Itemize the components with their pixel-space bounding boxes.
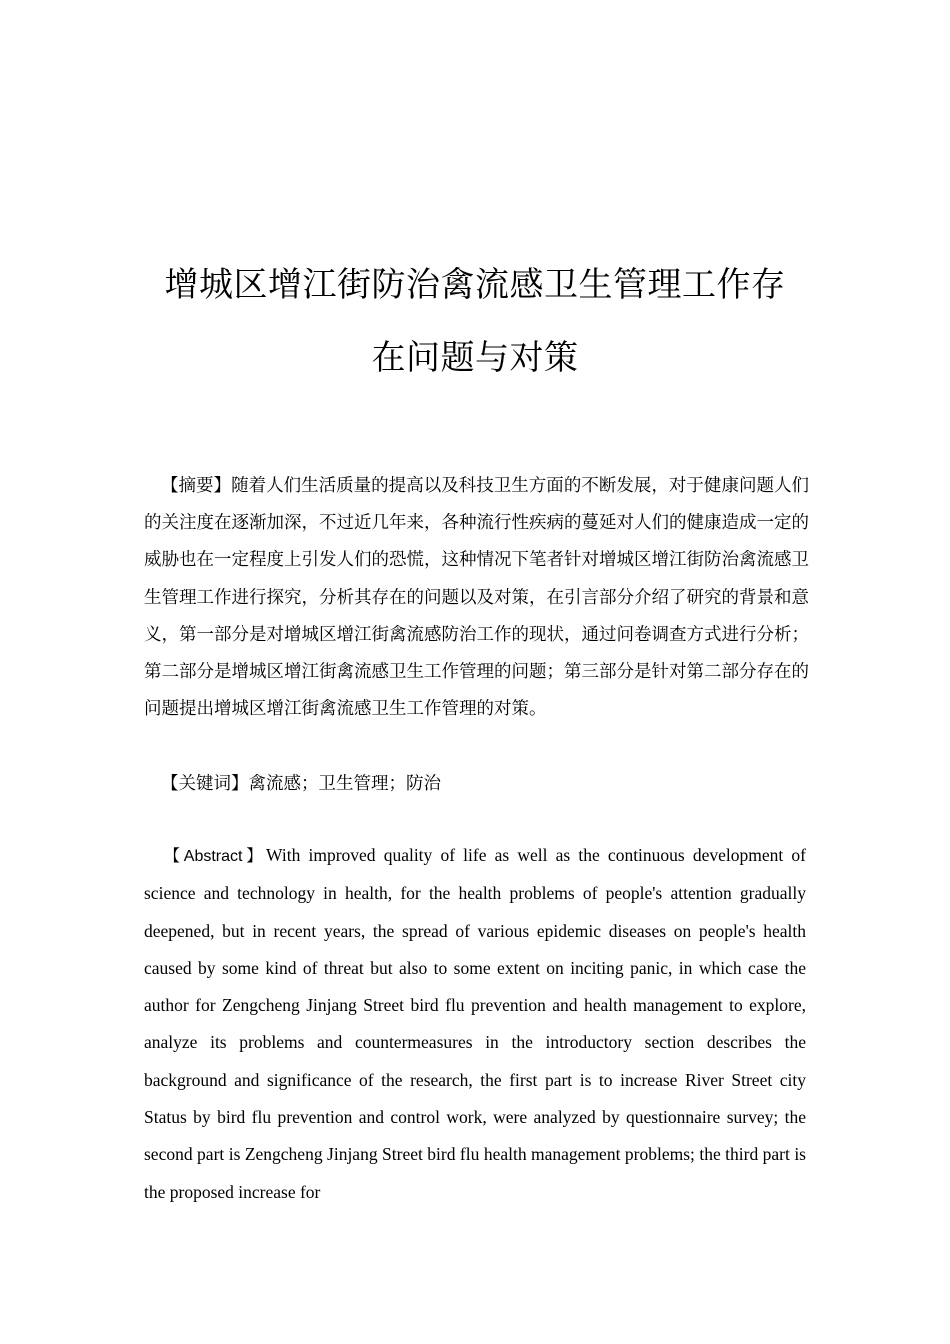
- document-title-line-1: 增城区增江街防治禽流感卫生管理工作存: [164, 265, 786, 305]
- english-abstract-label: 【Abstract】: [164, 848, 267, 865]
- chinese-keywords: [144, 766, 809, 803]
- chinese-abstract: [144, 468, 809, 728]
- chinese-keywords-label: 【关键词】: [161, 774, 249, 794]
- english-abstract: [144, 837, 806, 1211]
- chinese-abstract-text: 随着人们生活质量的提高以及科技卫生方面的不断发展，对于健康问题人们的关注度在逐渐加深，不过近几年来，各种流行性疾病的蔓延对人们的健康造成一定的威胁也在一定程度上引发人们的恐慌，这种情况下笔者针对增城区增江街防治禽流感卫生管理工作进行探究，分析其存在的问题以及对策，在引言部分介绍了研究的背景和意义，第一部分是对增城区增江街禽流感防治工作的现状，通过问卷调查方式进行分析；第二部分是增城区增江街禽流感卫生工作管理的问题；第三部分是针对第二部分存在的问题提出增城区增江街禽流感卫生工作管理的对策。: [144, 476, 810, 720]
- chinese-abstract-label: 【摘要】: [161, 476, 232, 496]
- english-abstract-text: With improved quality of life as well as the continuous development of science and technology in health, for the health problems of people's attention gradually deepened, but in recent years, the spread of various epidemic diseases on people's health caused by some kind of threat but also to some extent on inciting panic, in which case the author for Zengcheng Jinjang Street bird flu prevention and health management to explore, analyze its problems and countermeasures in the introductory section describes the background and significance of the research, the first part is to increase River Street city Status by bird flu prevention and control work, were analyzed by questionnaire survey; the second part is Zengcheng Jinjang Street bird flu health management problems; the third part is the proposed increase for: [144, 845, 806, 1202]
- chinese-keywords-text: 禽流感；卫生管理；防治: [248, 774, 441, 794]
- document-title-line-2: 在问题与对策: [371, 338, 579, 378]
